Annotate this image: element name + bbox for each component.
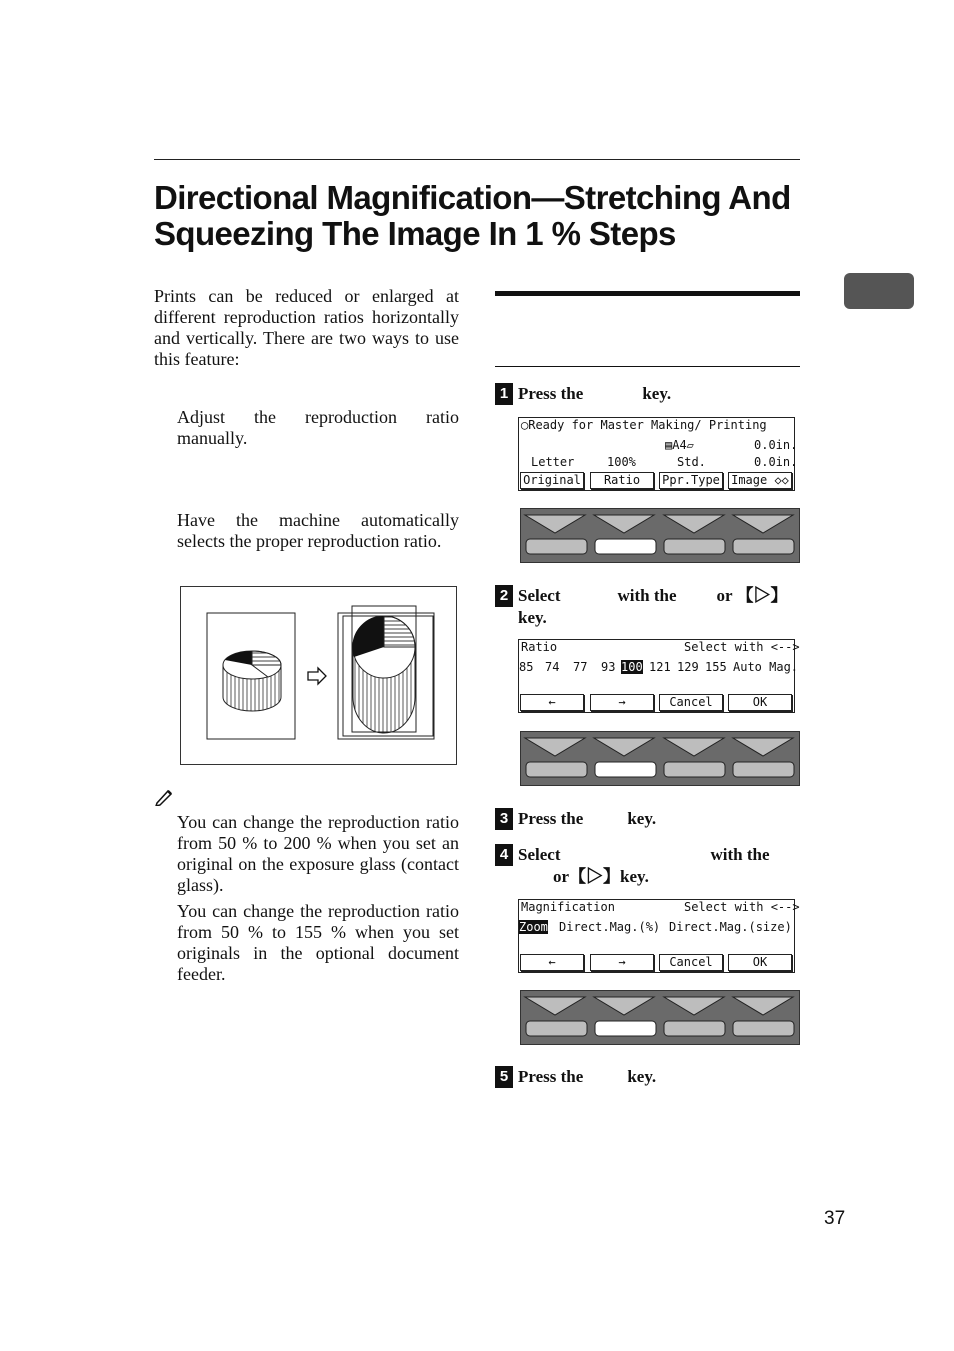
- step-5: 5 Press the key.: [495, 1066, 656, 1088]
- softkey-left[interactable]: ←: [520, 954, 584, 971]
- arrow-key-4[interactable]: [733, 515, 793, 533]
- softkey-paper-type[interactable]: Ppr.Type: [659, 472, 723, 489]
- softkey-image[interactable]: Image ◇◇: [728, 472, 792, 489]
- softkey-cancel[interactable]: Cancel: [659, 694, 723, 711]
- selection-keys-2: [520, 731, 800, 786]
- section-rule: [495, 366, 800, 367]
- method-auto-text: Have the machine automatically selects the proper reproduction ratio.: [177, 510, 459, 551]
- arrow-key-2[interactable]: [594, 515, 654, 533]
- top-rule: [154, 159, 800, 160]
- note-pencil-icon: [154, 788, 174, 811]
- step-2: 2 Select with the or 【▷】 key.: [495, 585, 800, 629]
- note-text-2: You can change the reproduction ratio from 50 % to 155 % when you set originals in the optional document feeder.: [177, 901, 459, 984]
- intro-paragraph: Prints can be reduced or enlarged at different reproduction ratios horizontally and vertically. There are two ways to use this feature:: [154, 286, 459, 369]
- selection-key-4[interactable]: [733, 539, 794, 554]
- softkey-right[interactable]: →: [590, 694, 654, 711]
- paper-size-icon: ▤A4▱: [665, 438, 694, 452]
- step-4: 4 Select with the or【▷】key.: [495, 844, 800, 888]
- zoom-selected: Zoom: [519, 920, 548, 934]
- softkey-right[interactable]: →: [590, 954, 654, 971]
- arrow-key-3[interactable]: [664, 515, 724, 533]
- softkey-cancel[interactable]: Cancel: [659, 954, 723, 971]
- section-bar: [495, 291, 800, 296]
- note-text-1: You can change the reproduction ratio from 50 % to 200 % when you set an original on the exposure glass (contact glass).: [177, 812, 459, 895]
- softkey-ratio[interactable]: Ratio: [590, 472, 654, 489]
- selection-key-2[interactable]: [595, 539, 656, 554]
- softkey-ok[interactable]: OK: [728, 694, 792, 711]
- lcd-panel-ratio: Ratio Select with <--> 85 74 77 93 100 121 129 155 Auto Mag. ← → Cancel OK: [518, 639, 795, 713]
- selection-key-1[interactable]: [526, 539, 587, 554]
- arrow-key-1[interactable]: [525, 515, 585, 533]
- method-manual-text: Adjust the reproduction ratio manually.: [177, 407, 459, 448]
- page-title: Directional Magnification—Stretching And Squeezing The Image In 1 % Steps: [154, 179, 791, 252]
- illustration-figure: [180, 586, 457, 765]
- softkey-original[interactable]: Original: [520, 472, 584, 489]
- page-number: 37: [824, 1208, 846, 1229]
- lcd-panel-magnification: Magnification Select with <--> Zoom Direct.Mag.(%) Direct.Mag.(size) ← → Cancel OK: [518, 899, 795, 973]
- chapter-tab: [844, 273, 914, 309]
- ratio-selected: 100: [621, 660, 643, 674]
- step-3: 3 Press the key.: [495, 808, 656, 830]
- step-1: 1 Press the key.: [495, 383, 671, 405]
- selection-keys-1: [520, 508, 800, 563]
- selection-keys-3: [520, 990, 800, 1045]
- lcd-panel-ready: ◯Ready for Master Making/ Printing ▤A4▱ 0.0in. Letter 100% Std. 0.0in. Original Ratio Ppr.Type Image ◇◇: [518, 417, 795, 491]
- stretch-illustration: [181, 587, 458, 766]
- selection-key-3[interactable]: [664, 539, 725, 554]
- softkey-left[interactable]: ←: [520, 694, 584, 711]
- step-number: 1: [495, 383, 513, 405]
- softkey-ok[interactable]: OK: [728, 954, 792, 971]
